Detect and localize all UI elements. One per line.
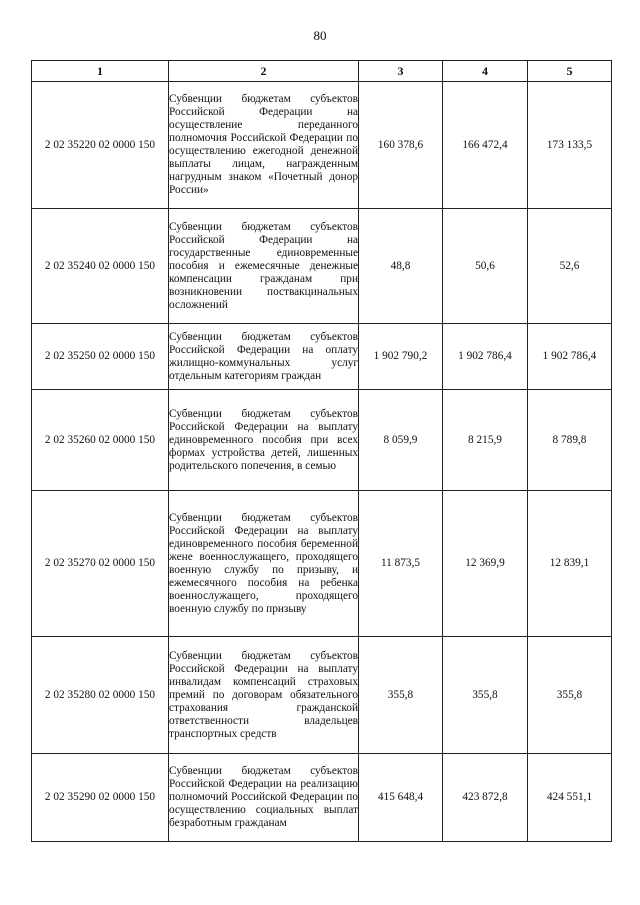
budget-code: 2 02 35250 02 0000 150 [32,324,169,390]
row-description: Субвенции бюджетам субъектов Российской Федерации на выплату единовременного пособия при всех формах устройства детей, лишенных родительского попечения, в семью [169,390,359,491]
header-col-5: 5 [528,61,612,82]
table-row [32,491,612,637]
budget-code: 2 02 35220 02 0000 150 [32,82,169,209]
value-col-3: 8 059,9 [359,390,443,491]
row-description: Субвенции бюджетам субъектов Российской Федерации на оплату жилищно-коммунальных услуг отдельным категориям граждан [169,324,359,390]
value-col-4: 50,6 [443,209,528,324]
budget-table [31,60,612,842]
value-col-5: 173 133,5 [528,82,612,209]
value-col-3: 355,8 [359,637,443,754]
page-number: 80 [313,28,327,43]
value-col-5: 424 551,1 [528,754,612,842]
table-header-row [32,61,612,82]
value-col-3: 11 873,5 [359,491,443,637]
value-col-3: 1 902 790,2 [359,324,443,390]
budget-code: 2 02 35260 02 0000 150 [32,390,169,491]
value-col-3: 160 378,6 [359,82,443,209]
budget-code: 2 02 35270 02 0000 150 [32,491,169,637]
row-description: Субвенции бюджетам субъектов Российской Федерации на осуществление переданного полномочия Российской Федерации по осуществлению ежегодной денежной выплаты лицам, награжденным нагрудным знаком «Почетный донор России» [169,82,359,209]
value-col-4: 12 369,9 [443,491,528,637]
header-col-3: 3 [359,61,443,82]
row-description: Субвенции бюджетам субъектов Российской Федерации на государственные единовременные пособия и ежемесячные денежные компенсации гражданам при возникновении поствакцинальных осложнений [169,209,359,324]
value-col-4: 8 215,9 [443,390,528,491]
budget-code: 2 02 35290 02 0000 150 [32,754,169,842]
value-col-5: 12 839,1 [528,491,612,637]
table-row [32,637,612,754]
value-col-5: 52,6 [528,209,612,324]
value-col-5: 8 789,8 [528,390,612,491]
table-row [32,390,612,491]
row-description: Субвенции бюджетам субъектов Российской Федерации на реализацию полномочий Российской Федерации по осуществлению социальных выплат безработным гражданам [169,754,359,842]
value-col-3: 415 648,4 [359,754,443,842]
header-col-1: 1 [32,61,169,82]
value-col-5: 355,8 [528,637,612,754]
header-col-4: 4 [443,61,528,82]
budget-code: 2 02 35280 02 0000 150 [32,637,169,754]
budget-code: 2 02 35240 02 0000 150 [32,209,169,324]
table-row [32,209,612,324]
row-description: Субвенции бюджетам субъектов Российской Федерации на выплату инвалидам компенсаций страховых премий по договорам обязательного страхования гражданской ответственности владельцев транспортных средств [169,637,359,754]
value-col-3: 48,8 [359,209,443,324]
table-row [32,754,612,842]
value-col-4: 1 902 786,4 [443,324,528,390]
value-col-4: 355,8 [443,637,528,754]
table-row [32,82,612,209]
row-description: Субвенции бюджетам субъектов Российской Федерации на выплату единовременного пособия беременной жене военнослужащего, проходящего военную службу по призыву, и ежемесячного пособия на ребенка военнослужащего, проходящего военную службу по призыву [169,491,359,637]
table-row [32,324,612,390]
header-col-2: 2 [169,61,359,82]
value-col-4: 166 472,4 [443,82,528,209]
value-col-5: 1 902 786,4 [528,324,612,390]
value-col-4: 423 872,8 [443,754,528,842]
